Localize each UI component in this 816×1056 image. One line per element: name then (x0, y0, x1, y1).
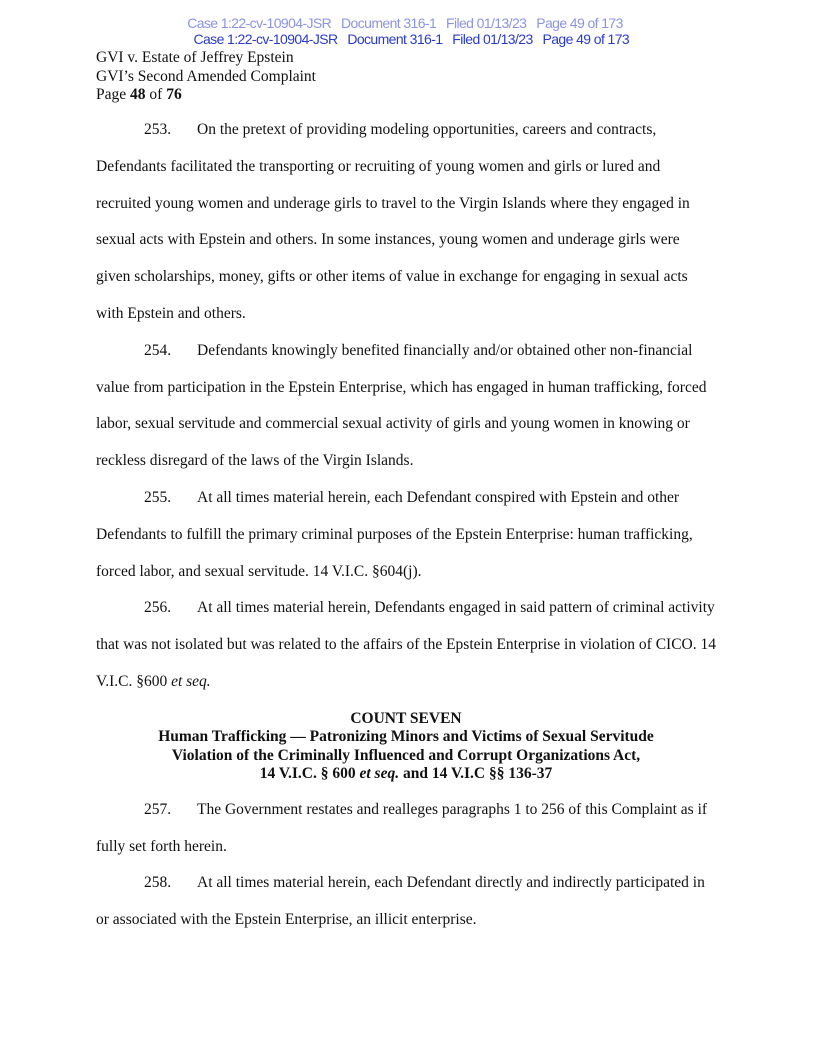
stamp-ghost-text: Case 1:22-cv-10904-JSR Document 316-1 Filed 01/13/23 Page 49 of 173 (187, 15, 623, 31)
document-header (96, 49, 316, 105)
paragraph-253: 253. On the pretext of providing modeling opportunities, careers and contracts, Defendants facilitated the transporting or recruiting of young women and girls or lured and recruited young women and underage girls to travel to the Virgin Islands where they engaged in sexual acts with Epstein and others. In some instances, young women and underage girls were given scholarships, money, gifts or other items of value in exchange for engaging in sexual acts with Epstein and others. (96, 121, 690, 322)
count-heading (96, 710, 716, 784)
paragraph-255: 255. At all times material herein, each Defendant conspired with Epstein and other Defendants to fulfill the primary criminal purposes of the Epstein Enterprise: human trafficking, forced labor, and sexual servitude. 14 V.I.C. §604(j). (96, 488, 693, 580)
document-title: GVI’s Second Amended Complaint (96, 67, 316, 85)
paragraph-256: 256. At all times material herein, Defendants engaged in said pattern of criminal activity that was not isolated but was related to the affairs of the Epstein Enterprise in violation of CICO. 14 V.I.C. §600 et seq. (96, 599, 716, 690)
page-indicator: Page 48 of 76 (96, 86, 182, 103)
page-number: 48 (130, 86, 146, 103)
count-citation: 14 V.I.C. § 600 et seq. and 14 V.I.C §§ 136-37 (259, 765, 553, 783)
count-title: COUNT SEVEN (350, 709, 462, 727)
page-total: 76 (166, 86, 182, 103)
document-body (96, 112, 716, 939)
paragraph-254: 254. Defendants knowingly benefited financially and/or obtained other non-financial value from participation in the Epstein Enterprise, which has engaged in human trafficking, forced labor, sexual servitude and commercial sexual activity of girls and young women in knowing or reckless disregard of the laws of the Virgin Islands. (96, 341, 707, 470)
count-statute-line: Violation of the Criminally Influenced and Corrupt Organizations Act, (171, 746, 641, 764)
count-subtitle: Human Trafficking — Patronizing Minors and Victims of Sexual Servitude (158, 728, 654, 746)
case-caption: GVI v. Estate of Jeffrey Epstein (96, 49, 294, 66)
paragraph-257: 257. The Government restates and realleges paragraphs 1 to 256 of this Complaint as if fully set forth herein. (96, 800, 708, 855)
stamp-text: Case 1:22-cv-10904-JSR Document 316-1 Filed 01/13/23 Page 49 of 173 (193, 31, 630, 47)
paragraph-258: 258. At all times material herein, each Defendant directly and indirectly participated in or associated with the Epstein Enterprise, an illicit enterprise. (96, 874, 705, 929)
